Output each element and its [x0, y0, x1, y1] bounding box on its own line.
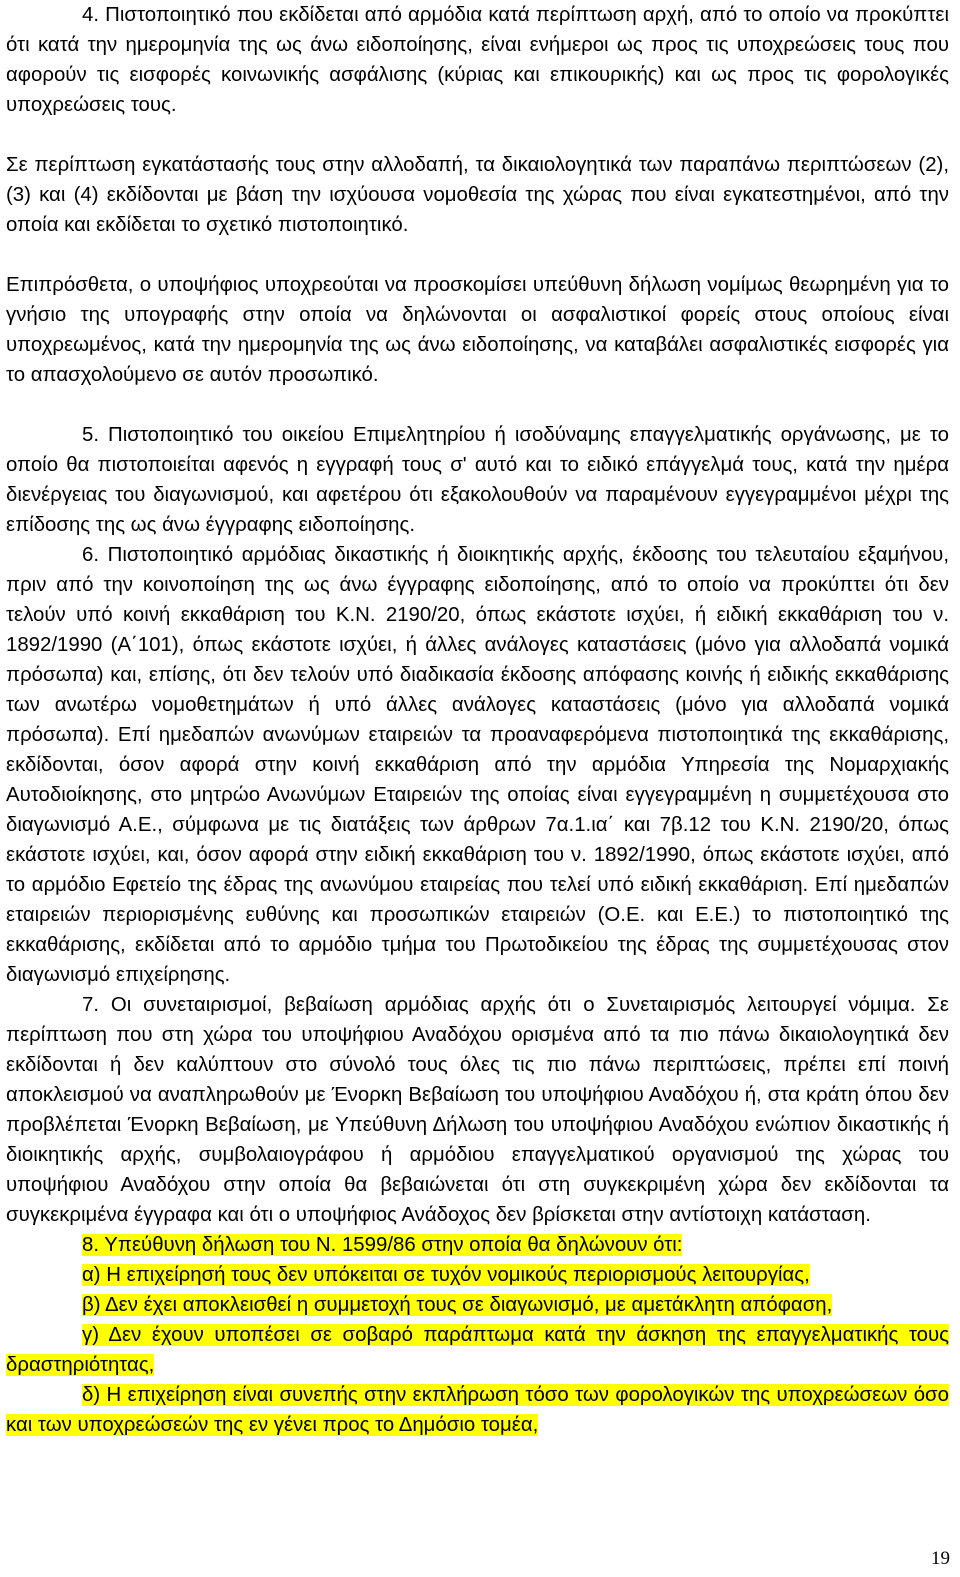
paragraph-spacer	[6, 390, 949, 420]
highlighted-item-d	[6, 1380, 949, 1440]
highlight-text: 8. Υπεύθυνη δήλωση του Ν. 1599/86 στην οποία θα δηλώνουν ότι:	[82, 1234, 683, 1256]
paragraph-item-4: 4. Πιστοποιητικό που εκδίδεται από αρμόδια κατά περίπτωση αρχή, από το οποίο να προκύπτει ότι κατά την ημερομηνία της ως άνω ειδοποίησης, είναι ενήμεροι ως προς τις υποχρεώσεις τους που αφορούν τις εισφορές κοινωνικής ασφάλισης (κύριας και επικουρικής) και ως προς τις φορολογικές υποχρεώσεις τους.	[6, 4, 949, 116]
highlighted-item-8	[6, 1230, 949, 1260]
paragraph-item-7: 7. Οι συνεταιρισμοί, βεβαίωση αρμόδιας αρχής ότι ο Συνεταιρισμός λειτουργεί νόμιμα. Σε περίπτωση που στη χώρα του υποψήφιου Αναδόχου ορισμένα από τα πιο πάνω δικαιολογητικά δεν εκδίδονται ή δεν καλύπτουν στο σύνολό τους όλες τις πιο πάνω περιπτώσεις, πρέπει επί ποινή αποκλεισμού να αναπληρωθούν με Ένορκη Βεβαίωση του υποψήφιου Αναδόχου ή, στα κράτη όπου δεν προβλέπεται Ένορκη Βεβαίωση, με Υπεύθυνη Δήλωση του υποψήφιου Αναδόχου ενώπιον δικαστικής ή διοικητικής αρχής, συμβολαιογράφου ή αρμόδιου επαγγελματικού οργανισμού της χώρας του υποψήφιου Αναδόχου στην οποία θα βεβαιώνεται ότι στη συγκεκριμένη χώρα δεν εκδίδονται τα συγκεκριμένα έγγραφα και ότι ο υποψήφιος Ανάδοχος δεν βρίσκεται στην αντίστοιχη κατάσταση.	[6, 994, 949, 1226]
highlight-text: γ) Δεν έχουν υποπέσει σε σοβαρό παράπτωμα κατά την άσκηση της επαγγελματικής τους δραστηριότητας,	[6, 1324, 949, 1376]
paragraph-abroad-note: Σε περίπτωση εγκατάστασής τους στην αλλοδαπή, τα δικαιολογητικά των παραπάνω περιπτώσεων (2), (3) και (4) εκδίδονται με βάση την ισχύουσα νομοθεσία της χώρας που είναι εγκατεστημένοι, από την οποία και εκδίδεται το σχετικό πιστοποιητικό.	[6, 154, 949, 236]
highlight-text: α) Η επιχείρησή τους δεν υπόκειται σε τυχόν νομικούς περιορισμούς λειτουργίας,	[82, 1264, 810, 1286]
page-number: 19	[931, 1548, 950, 1569]
paragraph-item-5: 5. Πιστοποιητικό του οικείου Επιμελητηρίου ή ισοδύναμης επαγγελματικής οργάνωσης, με το οποίο θα πιστοποιείται αφενός η εγγραφή τους σ' αυτό και το ειδικό επάγγελμά τους, κατά την ημέρα διενέργειας του διαγωνισμού, και αφετέρου ότι εξακολουθούν να παραμένουν εγγεγραμμένοι μέχρι της επίδοσης της ως άνω έγγραφης ειδοποίησης.	[6, 424, 949, 536]
highlighted-item-a	[6, 1260, 949, 1290]
highlighted-item-b	[6, 1290, 949, 1320]
highlighted-item-c	[6, 1320, 949, 1380]
highlight-text: δ) Η επιχείρηση είναι συνεπής στην εκπλήρωση τόσο των φορολογικών της υποχρεώσεων όσο και των υποχρεώσεών της εν γένει προς το Δημόσιο τομέα,	[6, 1384, 949, 1436]
paragraph-additional-declaration: Επιπρόσθετα, ο υποψήφιος υποχρεούται να προσκομίσει υπεύθυνη δήλωση νομίμως θεωρημένη για το γνήσιο της υπογραφής στην οποία να δηλώνονται οι ασφαλιστικοί φορείς στους οποίους είναι υποχρεωμένος, κατά την ημερομηνία της ως άνω ειδοποίησης, να καταβάλει ασφαλιστικές εισφορές για το απασχολούμενο σε αυτόν προσωπικό.	[6, 274, 949, 386]
paragraph-spacer	[6, 240, 949, 270]
paragraph-spacer	[6, 120, 949, 150]
document-body	[6, 0, 949, 1440]
paragraph-item-6: 6. Πιστοποιητικό αρμόδιας δικαστικής ή διοικητικής αρχής, έκδοσης του τελευταίου εξαμήνου, πριν από την κοινοποίηση της ως άνω έγγραφης ειδοποίησης, από το οποίο να προκύπτει ότι δεν τελούν υπό κοινή εκκαθάριση του Κ.Ν. 2190/20, όπως εκάστοτε ισχύει, ή ειδική εκκαθάριση του ν. 1892/1990 (Α΄101), όπως εκάστοτε ισχύει, ή άλλες ανάλογες καταστάσεις (μόνο για αλλοδαπά νομικά πρόσωπα) και, επίσης, ότι δεν τελούν υπό διαδικασία έκδοσης απόφασης κοινής ή ειδικής εκκαθάρισης των ανωτέρω νομοθετημάτων ή υπό άλλες ανάλογες καταστάσεις (μόνο για αλλοδαπά νομικά πρόσωπα). Επί ημεδαπών ανωνύμων εταιρειών τα προαναφερόμενα πιστοποιητικά της εκκαθάρισης, εκδίδονται, όσον αφορά στην κοινή εκκαθάριση από την αρμόδια Υπηρεσία της Νομαρχιακής Αυτοδιοίκησης, στο μητρώο Ανωνύμων Εταιρειών της οποίας είναι εγγεγραμμένη η συμμετέχουσα στο διαγωνισμό Α.Ε., σύμφωνα με τις διατάξεις των άρθρων 7α.1.ια΄ και 7β.12 του Κ.Ν. 2190/20, όπως εκάστοτε ισχύει, και, όσον αφορά στην ειδική εκκαθάριση του ν. 1892/1990, όπως εκάστοτε ισχύει, από το αρμόδιο Εφετείο της έδρας της ανωνύμου εταιρείας που τελεί υπό ειδική εκκαθάριση. Επί ημεδαπών εταιρειών περιορισμένης ευθύνης και προσωπικών εταιρειών (Ο.Ε. και Ε.Ε.) το πιστοποιητικό της εκκαθάρισης, εκδίδεται από το αρμόδιο τμήμα του Πρωτοδικείου της έδρας της συμμετέχουσας στον διαγωνισμό επιχείρησης.	[6, 544, 949, 986]
highlight-text: β) Δεν έχει αποκλεισθεί η συμμετοχή τους σε διαγωνισμό, με αμετάκλητη απόφαση,	[82, 1294, 833, 1316]
